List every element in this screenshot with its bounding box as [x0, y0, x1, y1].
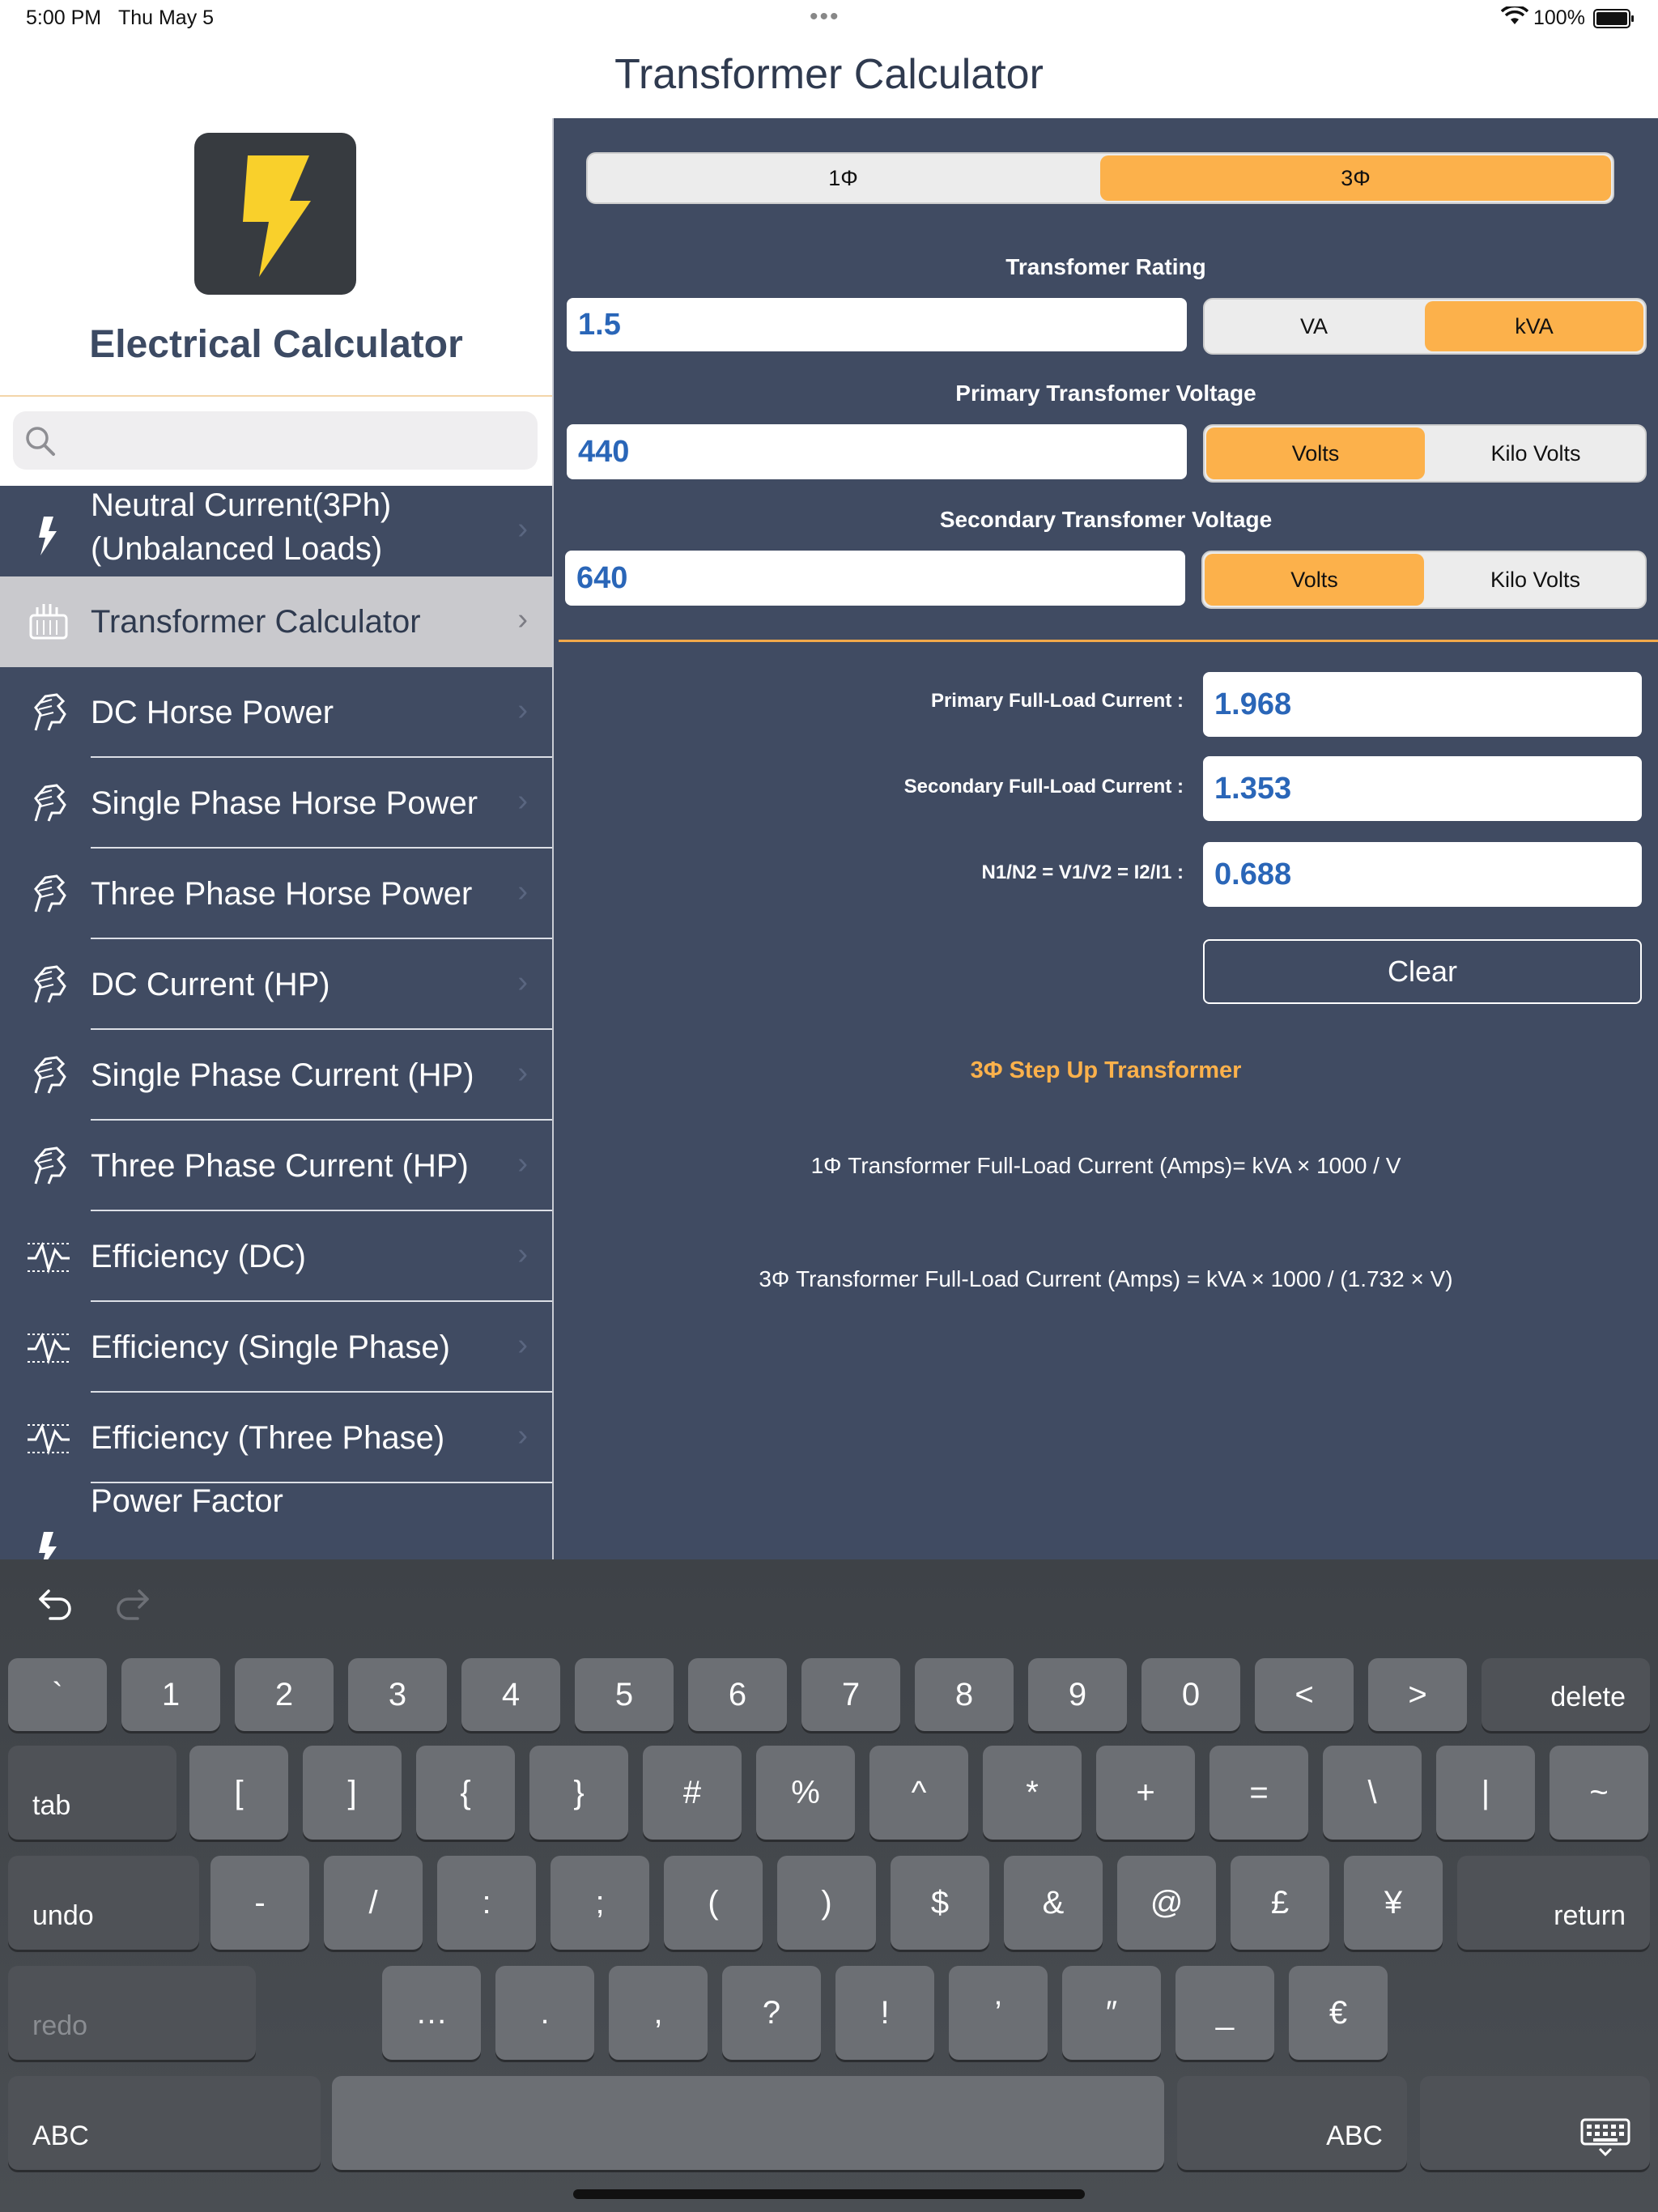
undo-key[interactable]: undo	[8, 1856, 199, 1950]
key[interactable]: _	[1175, 1966, 1274, 2060]
key[interactable]: ″	[1062, 1966, 1161, 2060]
key[interactable]: 7	[801, 1658, 900, 1731]
horse-icon	[24, 962, 73, 1007]
key[interactable]: ,	[609, 1966, 708, 2060]
chevron-right-icon: ›	[517, 1237, 528, 1271]
key[interactable]: )	[777, 1856, 876, 1950]
segment-3-phase[interactable]: 3Φ	[1100, 155, 1611, 201]
section-divider	[559, 640, 1658, 642]
key[interactable]: }	[529, 1746, 628, 1840]
chevron-right-icon: ›	[517, 1328, 528, 1362]
undo-arrow-icon[interactable]	[36, 1583, 78, 1625]
key[interactable]: 5	[575, 1658, 674, 1731]
key[interactable]: >	[1368, 1658, 1467, 1731]
home-indicator[interactable]	[573, 2189, 1085, 2199]
lightning-bolt-icon	[194, 133, 356, 295]
status-date: Thu May 5	[117, 6, 215, 29]
abc-key[interactable]: ABC	[1177, 2076, 1407, 2170]
battery-icon	[1593, 9, 1630, 28]
app-logo	[194, 133, 356, 295]
secondary-current-label: Secondary Full-Load Current :	[903, 776, 1184, 798]
key[interactable]: ;	[551, 1856, 649, 1950]
search-icon	[24, 425, 57, 457]
key[interactable]: ^	[869, 1746, 968, 1840]
turns-ratio-label: N1/N2 = V1/V2 = I2/I1 :	[981, 861, 1184, 883]
chevron-right-icon: ›	[517, 1146, 528, 1180]
secondary-unit-control[interactable]	[1201, 551, 1647, 609]
list-item-efficiency-single-phase[interactable]	[0, 1302, 552, 1393]
primary-current-output: 1.968	[1203, 672, 1642, 737]
key[interactable]: (	[664, 1856, 763, 1950]
list-item-label: Single Phase Current (HP)	[91, 1057, 474, 1093]
waveform-icon	[24, 1234, 73, 1279]
list-item-label: Single Phase Horse Power	[91, 785, 478, 821]
key[interactable]: `	[8, 1658, 107, 1731]
chevron-right-icon: ›	[517, 1056, 528, 1090]
list-item-single-phase-current-hp[interactable]	[0, 1030, 552, 1121]
waveform-icon	[24, 1415, 73, 1461]
phase-segmented-control[interactable]	[586, 152, 1614, 204]
key[interactable]: 1	[121, 1658, 220, 1731]
key[interactable]: 6	[688, 1658, 787, 1731]
list-item-label: Three Phase Horse Power	[91, 875, 473, 912]
transformer-type-label: 3Φ Step Up Transformer	[970, 1057, 1242, 1083]
primary-voltage-label: Primary Transfomer Voltage	[955, 381, 1256, 406]
turns-ratio-output: 0.688	[1203, 842, 1642, 907]
key[interactable]: 2	[235, 1658, 334, 1731]
chevron-right-icon: ›	[517, 784, 528, 818]
key[interactable]: -	[210, 1856, 309, 1950]
key[interactable]: .	[495, 1966, 594, 2060]
battery-percent: 100%	[1533, 6, 1585, 29]
key[interactable]: |	[1436, 1746, 1535, 1840]
key[interactable]: ¥	[1344, 1856, 1443, 1950]
space-bar[interactable]	[332, 2076, 1164, 2170]
key[interactable]: +	[1096, 1746, 1195, 1840]
unit-volts[interactable]: Volts	[1206, 428, 1425, 479]
horse-icon	[24, 871, 73, 917]
list-item-label: Power Factor	[91, 1482, 283, 1519]
key[interactable]: [	[189, 1746, 288, 1840]
rating-unit-control[interactable]	[1203, 298, 1647, 355]
app-title: Electrical Calculator	[89, 323, 463, 366]
key[interactable]: &	[1004, 1856, 1103, 1950]
list-item-dc-current-hp[interactable]	[0, 939, 552, 1030]
clear-button[interactable]: Clear	[1203, 939, 1642, 1004]
unit-volts[interactable]: Volts	[1205, 554, 1424, 606]
lightning-icon	[24, 513, 73, 559]
key[interactable]: <	[1255, 1658, 1354, 1731]
list-item-label: Efficiency (Three Phase)	[91, 1419, 445, 1456]
list-item-dc-horse-power[interactable]	[0, 667, 552, 758]
search-input[interactable]	[13, 411, 538, 470]
secondary-current-output: 1.353	[1203, 756, 1642, 821]
unit-kilo-volts[interactable]: Kilo Volts	[1490, 567, 1581, 592]
lightning-icon	[24, 1529, 73, 1559]
unit-va[interactable]: VA	[1299, 313, 1328, 338]
key[interactable]: $	[891, 1856, 989, 1950]
formula-three-phase: 3Φ Transformer Full-Load Current (Amps) = kVA × 1000 / (1.732 × V)	[759, 1266, 1453, 1291]
status-time: 5:00 PM Thu May 5	[26, 6, 215, 29]
primary-voltage-input[interactable]: 440	[567, 424, 1187, 479]
segment-1-phase[interactable]: 1Φ	[828, 165, 858, 190]
redo-arrow-icon[interactable]	[110, 1583, 152, 1625]
chevron-right-icon: ›	[517, 965, 528, 999]
multitasking-dots-icon[interactable]: •••	[810, 3, 840, 30]
key[interactable]: 8	[915, 1658, 1014, 1731]
key[interactable]: /	[324, 1856, 423, 1950]
key[interactable]: €	[1289, 1966, 1388, 2060]
list-item-power-factor[interactable]	[0, 1483, 552, 1559]
rating-label: Transfomer Rating	[1005, 254, 1206, 279]
abc-key[interactable]: ABC	[8, 2076, 321, 2170]
redo-key[interactable]: redo	[8, 1966, 256, 2060]
divider	[0, 395, 552, 397]
key[interactable]: \	[1323, 1746, 1422, 1840]
chevron-right-icon: ›	[517, 602, 528, 636]
key[interactable]: !	[835, 1966, 934, 2060]
key[interactable]: ?	[722, 1966, 821, 2060]
list-item-label: DC Current (HP)	[91, 966, 330, 1002]
horse-icon	[24, 781, 73, 826]
list-item-single-phase-horse-power[interactable]	[0, 758, 552, 849]
waveform-icon	[24, 1325, 73, 1370]
dismiss-keyboard-key[interactable]	[1420, 2076, 1650, 2170]
list-item-label: Efficiency (Single Phase)	[91, 1329, 450, 1365]
chevron-right-icon: ›	[517, 874, 528, 908]
list-item-label: Efficiency (DC)	[91, 1238, 306, 1274]
key[interactable]: …	[382, 1966, 481, 2060]
list-item-label: Transformer Calculator	[91, 603, 421, 640]
return-key[interactable]: return	[1457, 1856, 1650, 1950]
list-item-transformer-calculator[interactable]	[0, 576, 552, 667]
list-item-three-phase-current-hp[interactable]	[0, 1121, 552, 1211]
list-item-label: Three Phase Current (HP)	[91, 1147, 469, 1184]
list-item-three-phase-horse-power[interactable]	[0, 849, 552, 939]
chevron-right-icon: ›	[517, 693, 528, 727]
key[interactable]: {	[416, 1746, 515, 1840]
primary-unit-control[interactable]	[1203, 424, 1647, 483]
chevron-right-icon: ›	[517, 512, 528, 546]
list-item-label: Neutral Current(3Ph) (Unbalanced Loads)	[91, 487, 392, 567]
primary-current-label: Primary Full-Load Current :	[930, 690, 1184, 712]
key[interactable]: =	[1209, 1746, 1308, 1840]
formula-single-phase: 1Φ Transformer Full-Load Current (Amps)= kVA × 1000 / V	[810, 1153, 1401, 1178]
key[interactable]: #	[643, 1746, 742, 1840]
key[interactable]: 0	[1141, 1658, 1240, 1731]
key[interactable]: £	[1231, 1856, 1329, 1950]
key[interactable]: 3	[348, 1658, 447, 1731]
key[interactable]: *	[983, 1746, 1082, 1840]
key[interactable]: ]	[303, 1746, 402, 1840]
key[interactable]: ~	[1550, 1746, 1648, 1840]
delete-key[interactable]: delete	[1482, 1658, 1650, 1731]
tab-key[interactable]: tab	[8, 1746, 176, 1840]
secondary-voltage-input[interactable]: 640	[565, 551, 1185, 606]
key[interactable]: @	[1117, 1856, 1216, 1950]
horse-icon	[24, 1053, 73, 1098]
list-item-neutral-current[interactable]	[0, 486, 552, 576]
chevron-right-icon: ›	[517, 1419, 528, 1453]
key[interactable]: ’	[949, 1966, 1048, 2060]
key[interactable]: 9	[1028, 1658, 1127, 1731]
list-item-label: DC Horse Power	[91, 694, 334, 730]
wifi-icon	[1501, 6, 1528, 26]
key[interactable]: %	[756, 1746, 855, 1840]
key[interactable]: 4	[461, 1658, 560, 1731]
keyboard-dismiss-icon	[1580, 2118, 1630, 2159]
rating-input[interactable]: 1.5	[567, 298, 1187, 351]
page-title: Transformer Calculator	[614, 51, 1044, 98]
horse-icon	[24, 690, 73, 735]
calculator-list	[0, 486, 552, 1559]
unit-kilo-volts[interactable]: Kilo Volts	[1490, 440, 1581, 466]
transformer-icon	[24, 599, 73, 644]
secondary-voltage-label: Secondary Transfomer Voltage	[939, 507, 1273, 532]
horse-icon	[24, 1143, 73, 1189]
key[interactable]: :	[437, 1856, 536, 1950]
list-item-efficiency-dc[interactable]	[0, 1211, 552, 1302]
unit-kva[interactable]: kVA	[1425, 301, 1643, 351]
